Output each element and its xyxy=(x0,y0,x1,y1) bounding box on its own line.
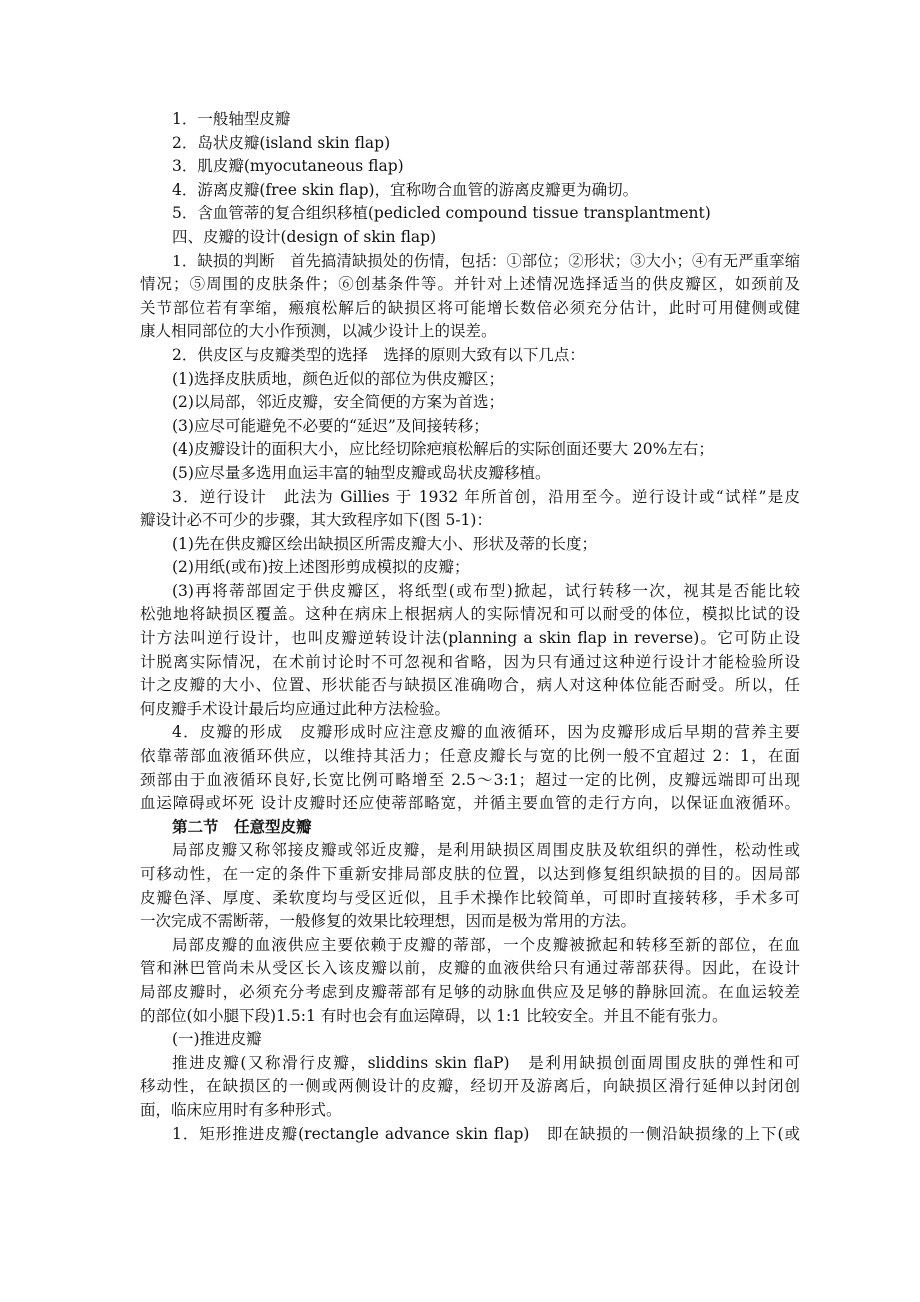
text-line: 局部皮瓣又称邻接皮瓣或邻近皮瓣，是利用缺损区周围皮肤及软组织的弹性，松动性或 xyxy=(172,841,800,860)
text-line: 计之皮瓣的大小、位置、形状能否与缺损区准确吻合，病人对这种体位能否耐受。所以，任 xyxy=(140,676,800,695)
text-line: 1．一般轴型皮瓣 xyxy=(172,110,291,128)
text-line: 的部位(如小腿下段)1.5:1 有时也会有血运障碍，以 1:1 比较安全。并且不能有张力。 xyxy=(140,1006,728,1025)
text-line: 局部皮瓣时，必须充分考虑到皮瓣蒂部有足够的动脉血供应及足够的静脉回流。在血运较差 xyxy=(140,982,800,1001)
text-line: 推进皮瓣(又称滑行皮瓣，sliddins skin flaP) 是利用缺损创面周围皮肤的弹性和可 xyxy=(172,1053,800,1072)
text-line: 依靠蒂部血液循环供应，以维持其活力；任意皮瓣长与宽的比例一般不宜超过 2：1，在面 xyxy=(140,747,800,766)
text-line: (一)推进皮瓣 xyxy=(172,1030,262,1049)
text-line: 移动性，在缺损区的一侧或两侧设计的皮瓣，经切开及游离后，向缺损区滑行延伸以封闭创 xyxy=(140,1077,800,1096)
text-line: 4．皮瓣的形成 皮瓣形成时应注意皮瓣的血液循环，因为皮瓣形成后早期的营养主要 xyxy=(172,723,800,742)
text-line: 情况；⑤周围的皮肤条件；⑥创基条件等。并针对上述情况选择适当的供皮瓣区，如颈前及 xyxy=(140,275,800,294)
text-line: 4．游离皮瓣(free skin flap)，宜称吻合血管的游离皮瓣更为确切。 xyxy=(172,180,639,199)
text-line: 皮瓣色泽、厚度、柔软度均与受区近似，且手术操作比较简单，可即时直接转移，手术多可 xyxy=(140,888,800,907)
section-heading: 第二节 任意型皮瓣 xyxy=(172,817,312,836)
text-line: (2)用纸(或布)按上述图形剪成模拟的皮瓣； xyxy=(172,558,470,577)
text-line: 1．矩形推进皮瓣(rectangle advance skin flap) 即在缺损的一侧沿缺损缘的上下(或 xyxy=(172,1124,800,1143)
text-line: 管和淋巴管尚未从受区长入该皮瓣以前，皮瓣的血液供给只有通过蒂部获得。因此，在设计 xyxy=(140,959,800,978)
text-line: (3)应尽可能避免不必要的“延迟”及间接转移； xyxy=(172,416,489,435)
text-line: 四、皮瓣的设计(design of skin flap) xyxy=(172,227,437,246)
text-line: 3．逆行设计 此法为 Gillies 于 1932 年所首创，沿用至今。逆行设计或“试样”是皮 xyxy=(172,487,800,506)
text-line: 康人相同部位的大小作预测，以减少设计上的误差。 xyxy=(140,322,497,341)
text-line: 面，临床应用时有多种形式。 xyxy=(140,1100,342,1119)
text-line: 2．供皮区与皮瓣类型的选择 选择的原则大致有以下几点： xyxy=(172,345,585,364)
text-line: (3)再将蒂部固定于供皮瓣区，将纸型(或布型)掀起，试行转移一次，视其是否能比较 xyxy=(172,581,800,600)
text-line: 1．缺损的判断 首先搞清缺损处的伤情，包括：①部位；②形状；③大小；④有无严重挛缩 xyxy=(172,251,800,270)
text-line: 血运障碍或坏死 设计皮瓣时还应使蒂部略宽，并循主要血管的走行方向，以保证血液循环。 xyxy=(140,794,800,813)
text-line: 2．岛状皮瓣(island skin flap) xyxy=(172,133,391,152)
text-line: 可移动性，在一定的条件下重新安排局部皮肤的位置，以达到修复组织缺损的目的。因局部 xyxy=(140,865,800,883)
document-body xyxy=(140,108,800,1146)
text-line: 5．含血管蒂的复合组织移植(pedicled compound tissue transplantment) xyxy=(172,204,711,223)
text-line: 局部皮瓣的血液供应主要依赖于皮瓣的蒂部，一个皮瓣被掀起和转移至新的部位，在血 xyxy=(172,935,800,954)
text-line: 计脱离实际情况，在术前讨论时不可忽视和省略，因为只有通过这种逆行设计才能检验所设 xyxy=(140,652,800,671)
text-line: 计方法叫逆行设计，也叫皮瓣逆转设计法(planning a skin flap in reverse)。它可防止设 xyxy=(140,629,800,648)
text-line: 松弛地将缺损区覆盖。这种在病床上根据病人的实际情况和可以耐受的体位，模拟比试的设 xyxy=(140,605,800,624)
text-line: (5)应尽量多选用血运丰富的轴型皮瓣或岛状皮瓣移植。 xyxy=(172,463,551,482)
text-line: 瓣设计必不可少的步骤，其大致程序如下(图 5-1)： xyxy=(140,511,492,530)
text-line: (2)以局部，邻近皮瓣，安全简便的方案为首选； xyxy=(172,393,504,412)
text-line: 一次完成不需断蒂，一般修复的效果比较理想，因而是极为常用的方法。 xyxy=(140,912,637,931)
text-line: (4)皮瓣设计的面积大小，应比经切除疤痕松解后的实际创面还要大 20%左右； xyxy=(172,440,714,459)
text-line: 关节部位若有挛缩，瘢痕松解后的缺损区将可能增长数倍必须充分估计，此时可用健侧或健 xyxy=(140,298,800,317)
text-line: 颈部由于血液循环良好,长宽比例可略增至 2.5～3:1；超过一定的比例，皮瓣远端即可出现 xyxy=(140,770,800,789)
text-line: 3．肌皮瓣(myocutaneous flap) xyxy=(172,157,404,176)
text-line: (1)先在供皮瓣区绘出缺损区所需皮瓣大小、形状及蒂的长度； xyxy=(172,534,597,553)
text-line: 何皮瓣手术设计最后均应通过此种方法检验。 xyxy=(140,699,451,718)
text-line: (1)选择皮肤质地，颜色近似的部位为供皮瓣区； xyxy=(172,369,504,388)
